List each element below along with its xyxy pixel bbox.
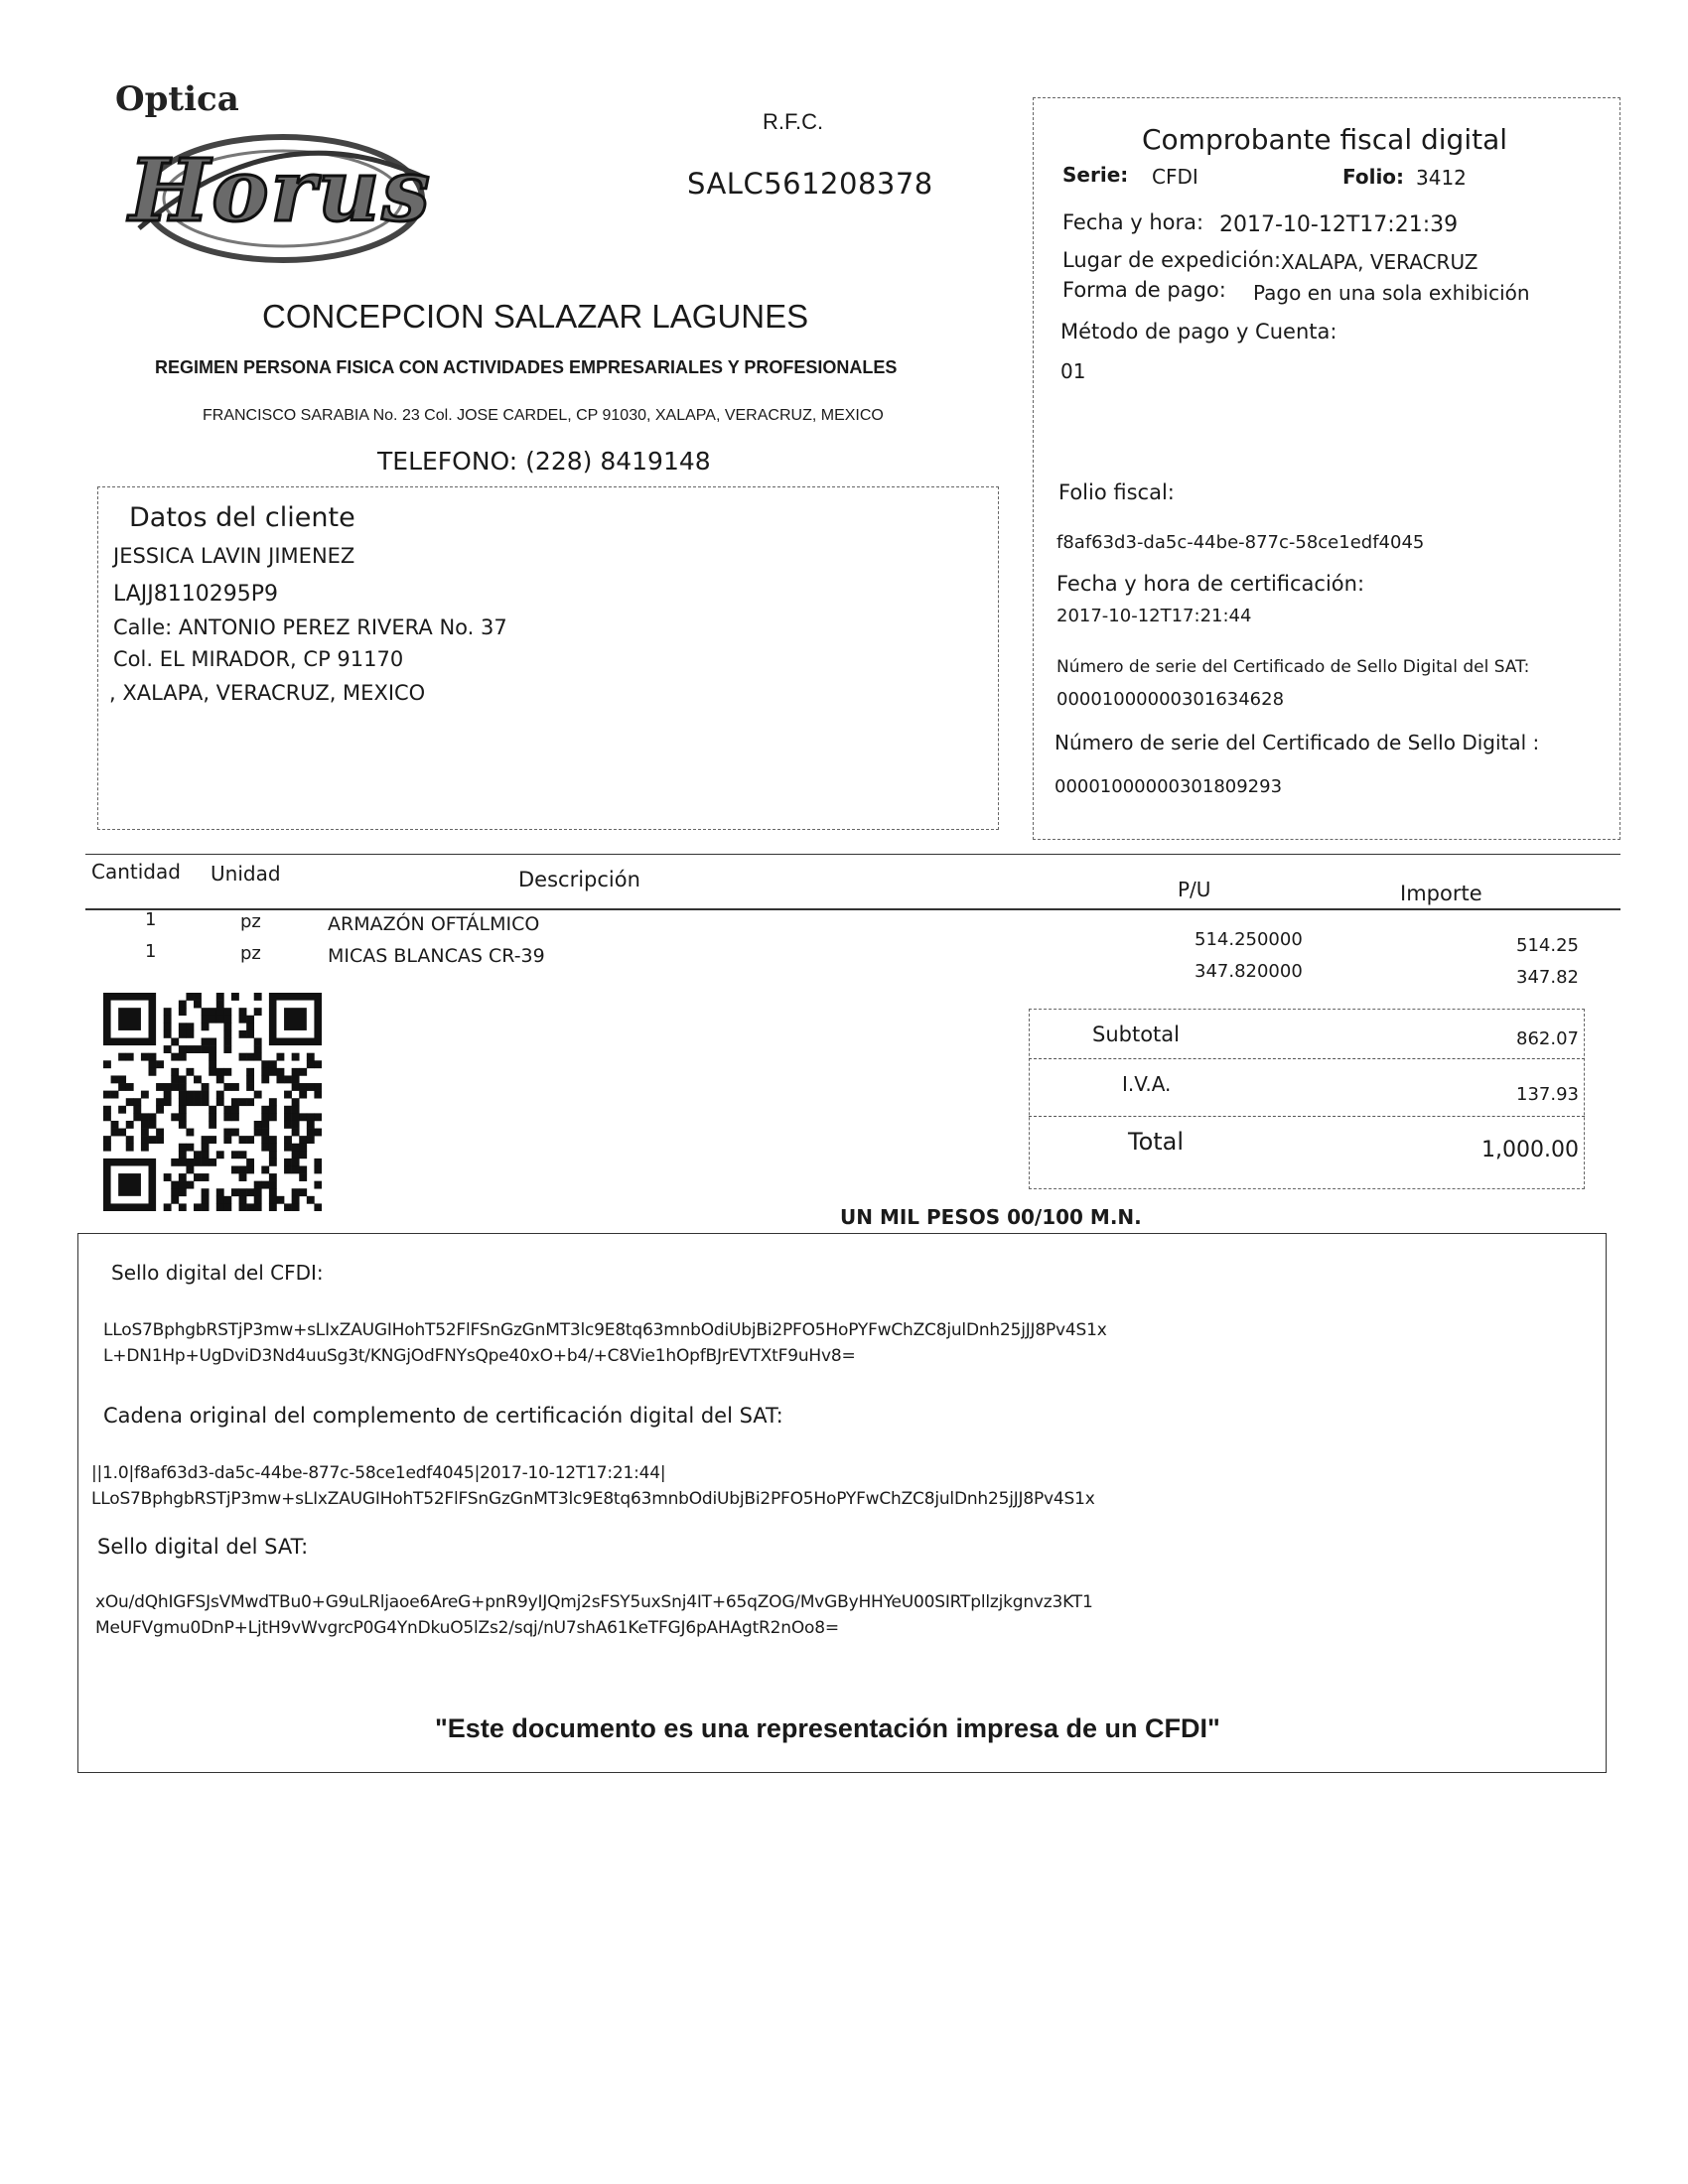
logo-small-text: Optica bbox=[115, 79, 239, 119]
client-street: Calle: ANTONIO PEREZ RIVERA No. 37 bbox=[113, 615, 507, 639]
total-value: 1,000.00 bbox=[1481, 1138, 1579, 1162]
row-pu: 514.250000 bbox=[1195, 929, 1303, 950]
sat-seal-label: Sello digital del SAT: bbox=[97, 1535, 309, 1559]
row-pu: 347.820000 bbox=[1195, 961, 1303, 982]
cadena-line: LLoS7BphgbRSTjP3mw+sLIxZAUGIHohT52FlFSnGzGnMT3lc9E8tq63mnbOdiUbjBi2PFO5HoPYFwChZC8julDnh25jJJ8Pv4S1x bbox=[91, 1489, 1095, 1509]
cfdi-seal-line: LLoS7BphgbRSTjP3mw+sLIxZAUGIHohT52FlFSnGzGnMT3lc9E8tq63mnbOdiUbjBi2PFO5HoPYFwChZC8julDnh25jJJ8Pv4S1x bbox=[103, 1320, 1107, 1340]
client-name: JESSICA LAVIN JIMENEZ bbox=[113, 544, 355, 568]
cfdi-seal-label: Sello digital del CFDI: bbox=[111, 1261, 324, 1285]
client-colony: Col. EL MIRADOR, CP 91170 bbox=[113, 647, 404, 671]
header-pu: P/U bbox=[1178, 878, 1211, 901]
rfc-label: R.F.C. bbox=[763, 109, 824, 134]
row-importe: 347.82 bbox=[1516, 967, 1579, 988]
row-importe: 514.25 bbox=[1516, 935, 1579, 956]
row-unidad: pz bbox=[240, 911, 261, 932]
serie-cert-label: Número de serie del Certificado de Sello Digital : bbox=[1055, 731, 1540, 754]
issuer-regime: REGIMEN PERSONA FISICA CON ACTIVIDADES EMPRESARIALES Y PROFESIONALES bbox=[155, 357, 898, 377]
cadena-label: Cadena original del complemento de certificación digital del SAT: bbox=[103, 1404, 783, 1428]
serie-sat-value: 00001000000301634628 bbox=[1056, 689, 1285, 710]
folio-fiscal-value: f8af63d3-da5c-44be-877c-58ce1edf4045 bbox=[1056, 532, 1425, 553]
iva-label: I.V.A. bbox=[1122, 1072, 1172, 1096]
serie-sat-label: Número de serie del Certificado de Sello Digital del SAT: bbox=[1056, 657, 1530, 677]
row-cantidad: 1 bbox=[145, 909, 157, 930]
row-descripcion: MICAS BLANCAS CR-39 bbox=[328, 945, 545, 967]
header-cantidad: Cantidad bbox=[91, 860, 181, 884]
metodo-value: 01 bbox=[1060, 359, 1086, 383]
totals-divider bbox=[1029, 1116, 1585, 1117]
fecha-value: 2017-10-12T17:21:39 bbox=[1219, 212, 1459, 237]
logo-big-text: Horus bbox=[129, 141, 432, 241]
qr-code bbox=[103, 993, 322, 1211]
folio-value: 3412 bbox=[1416, 166, 1467, 190]
cert-fecha-label: Fecha y hora de certificación: bbox=[1056, 572, 1365, 596]
client-title: Datos del cliente bbox=[129, 502, 355, 533]
iva-value: 137.93 bbox=[1516, 1084, 1579, 1105]
total-in-words: UN MIL PESOS 00/100 M.N. bbox=[840, 1205, 1142, 1229]
folio-label: Folio: bbox=[1342, 165, 1405, 189]
forma-value: Pago en una sola exhibición bbox=[1253, 281, 1530, 305]
issuer-name: CONCEPCION SALAZAR LAGUNES bbox=[262, 298, 809, 335]
sat-seal-line: xOu/dQhIGFSJsVMwdTBu0+G9uLRljaoe6AreG+pnR9yIJQmj2sFSY5uxSnj4IT+65qZOG/MvGByHHYeU00SIRTpllzjkgnvz3KT1 bbox=[95, 1592, 1093, 1612]
client-city: , XALAPA, VERACRUZ, MEXICO bbox=[109, 681, 426, 705]
issuer-phone: TELEFONO: (228) 8419148 bbox=[377, 447, 711, 476]
fiscal-title: Comprobante fiscal digital bbox=[1142, 123, 1508, 156]
logo bbox=[99, 79, 477, 278]
serie-label: Serie: bbox=[1062, 163, 1129, 187]
lugar-label: Lugar de expedición: bbox=[1062, 248, 1282, 272]
folio-fiscal-label: Folio fiscal: bbox=[1058, 480, 1175, 504]
client-rfc: LAJJ8110295P9 bbox=[113, 582, 279, 607]
table-header-rule bbox=[85, 908, 1620, 910]
total-label: Total bbox=[1128, 1128, 1185, 1156]
fecha-label: Fecha y hora: bbox=[1062, 210, 1204, 234]
issuer-address: FRANCISCO SARABIA No. 23 Col. JOSE CARDEL, CP 91030, XALAPA, VERACRUZ, MEXICO bbox=[203, 407, 884, 424]
header-descripcion: Descripción bbox=[518, 868, 640, 891]
issuer-rfc: SALC561208378 bbox=[687, 167, 933, 201]
fiscal-info-box bbox=[1033, 97, 1620, 840]
metodo-label: Método de pago y Cuenta: bbox=[1060, 320, 1337, 343]
lugar-value: XALAPA, VERACRUZ bbox=[1281, 250, 1478, 274]
cfdi-seal-line: L+DN1Hp+UgDviD3Nd4uuSg3t/KNGjOdFNYsQpe40xO+b4/+C8Vie1hOpfBJrEVTXtF9uHv8= bbox=[103, 1346, 856, 1366]
table-top-rule bbox=[85, 854, 1620, 855]
header-unidad: Unidad bbox=[211, 862, 281, 886]
row-unidad: pz bbox=[240, 943, 261, 964]
sat-seal-line: MeUFVgmu0DnP+LjtH9vWvgrcP0G4YnDkuO5lZs2/sqj/nU7shA61KeTFGJ6pAHAgtR2nOo8= bbox=[95, 1618, 839, 1638]
subtotal-label: Subtotal bbox=[1092, 1023, 1180, 1046]
serie-value: CFDI bbox=[1152, 165, 1198, 189]
row-cantidad: 1 bbox=[145, 941, 157, 962]
serie-cert-value: 00001000000301809293 bbox=[1055, 776, 1283, 797]
cert-fecha-value: 2017-10-12T17:21:44 bbox=[1056, 606, 1252, 626]
subtotal-value: 862.07 bbox=[1516, 1028, 1579, 1049]
totals-divider bbox=[1029, 1058, 1585, 1059]
footer-note: "Este documento es una representación impresa de un CFDI" bbox=[435, 1713, 1220, 1743]
forma-label: Forma de pago: bbox=[1062, 278, 1226, 302]
row-descripcion: ARMAZÓN OFTÁLMICO bbox=[328, 913, 540, 935]
cadena-line: ||1.0|f8af63d3-da5c-44be-877c-58ce1edf4045|2017-10-12T17:21:44| bbox=[91, 1463, 666, 1483]
header-importe: Importe bbox=[1400, 882, 1482, 905]
